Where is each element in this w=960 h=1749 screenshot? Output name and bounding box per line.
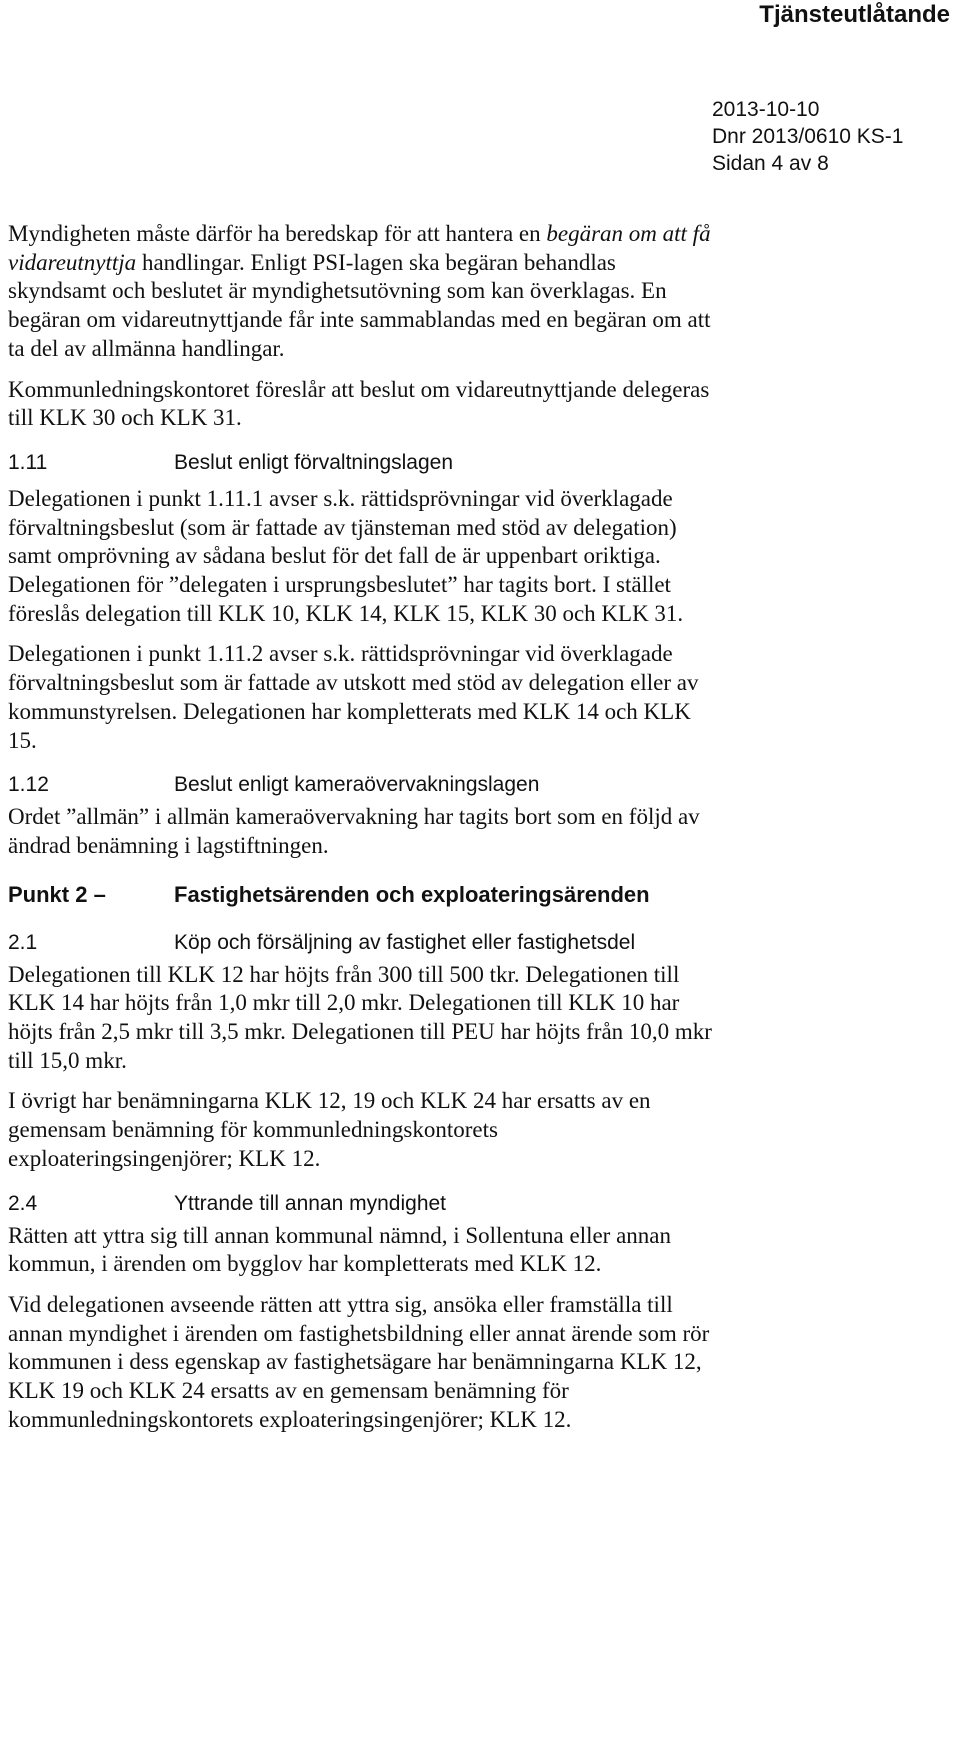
paragraph-1-11-1	[0, 485, 932, 629]
text-line: 15.	[8, 727, 37, 753]
section-heading-1-12	[0, 771, 932, 799]
text-line: samt omprövning av sådana beslut för det fall de är uppenbart oriktiga.	[8, 543, 661, 569]
text-line: gemensam benämning för kommunledningskontorets	[8, 1117, 498, 1143]
text-line: till 15,0 mkr.	[8, 1047, 127, 1073]
text-line: kommun, i ärenden om bygglov har kompletterats med KLK 12.	[8, 1251, 602, 1277]
text-line: Delegationen till KLK 12 har höjts från 300 till 500 tkr. Delegationen till	[8, 961, 680, 987]
text-line: förvaltningsbeslut (som är fattade av tjänsteman med stöd av delegation)	[8, 514, 677, 540]
section-number: Punkt 2 –	[8, 881, 106, 907]
document-date: 2013-10-10	[712, 98, 820, 121]
paragraph-proposal	[0, 376, 932, 433]
text-line: Rätten att yttra sig till annan kommunal nämnd, i Sollentuna eller annan	[8, 1222, 672, 1248]
text-line: Ordet ”allmän” i allmän kameraövervakning har tagits bort som en följd av	[8, 804, 700, 830]
text: Myndigheten måste därför ha beredskap för att hantera en	[8, 221, 547, 246]
text-line: begäran om vidareutnyttjande får inte sammablandas med en begäran om att	[8, 307, 711, 333]
section-title: Yttrande till annan myndighet	[174, 1191, 447, 1215]
section-heading-punkt-2	[0, 881, 932, 909]
text-line: Kommunledningskontoret föreslår att beslut om vidareutnyttjande delegeras	[8, 376, 710, 402]
paragraph-property-formation	[0, 1291, 932, 1435]
text-line: kommunen i dess egenskap av fastighetsägare har benämningarna KLK 12,	[8, 1349, 702, 1375]
text-line: kommunledningskontorets exploateringsingenjörer; KLK 12.	[8, 1406, 572, 1432]
paragraph-delegation-amounts	[0, 961, 932, 1076]
text-line: förvaltningsbeslut som är fattade av utskott med stöd av delegation eller av	[8, 670, 699, 696]
document-body	[0, 220, 932, 1435]
text-line: Delegationen för ”delegaten i ursprungsbeslutet” har tagits bort. I stället	[8, 572, 671, 598]
paragraph-building-permit	[0, 1222, 932, 1279]
section-number: 2.4	[8, 1191, 38, 1215]
paragraph-camera	[0, 803, 932, 860]
text-line: exploateringsingenjörer; KLK 12.	[8, 1145, 321, 1171]
section-number: 2.1	[8, 930, 38, 954]
page-number: Sidan 4 av 8	[712, 152, 829, 175]
section-title: Köp och försäljning av fastighet eller fastighetsdel	[174, 930, 636, 954]
document-type: Tjänsteutlåtande	[759, 1, 950, 28]
emphasis: vidareutnyttja	[8, 249, 137, 275]
text-line: Vid delegationen avseende rätten att yttra sig, ansöka eller framställa till	[8, 1291, 673, 1317]
paragraph-1-11-2	[0, 640, 932, 755]
section-heading-1-11	[0, 449, 932, 477]
emphasis: begäran om att få	[546, 221, 711, 246]
text: handlingar. Enligt PSI-lagen ska begäran behandlas	[136, 249, 616, 275]
text-line: KLK 14 har höjts från 1,0 mkr till 2,0 mkr. Delegationen till KLK 10 har	[8, 990, 680, 1016]
text-line: I övrigt har benämningarna KLK 12, 19 och KLK 24 har ersatts av en	[8, 1088, 651, 1114]
text-line: skyndsamt och beslutet är myndighetsutövning som kan överklagas. En	[8, 278, 667, 304]
document-dnr: Dnr 2013/0610 KS-1	[712, 125, 904, 148]
text-line: föreslås delegation till KLK 10, KLK 14, KLK 15, KLK 30 och KLK 31.	[8, 600, 684, 626]
text-line: kommunstyrelsen. Delegationen har kompletterats med KLK 14 och KLK	[8, 698, 691, 724]
text-line: Delegationen i punkt 1.11.2 avser s.k. rättidsprövningar vid överklagade	[8, 641, 673, 667]
paragraph-naming	[0, 1087, 932, 1173]
text-line: ändrad benämning i lagstiftningen.	[8, 832, 329, 858]
section-heading-2-1	[0, 929, 932, 957]
section-heading-2-4	[0, 1190, 932, 1218]
text-line: höjts från 2,5 mkr till 3,5 mkr. Delegationen till PEU har höjts från 10,0 mkr	[8, 1019, 712, 1045]
section-title: Beslut enligt förvaltningslagen	[174, 450, 454, 474]
section-number: 1.11	[8, 450, 48, 474]
text-line: annan myndighet i ärenden om fastighetsbildning eller annat ärende som rör	[8, 1320, 710, 1346]
section-title: Fastighetsärenden och exploateringsärenden	[174, 881, 650, 907]
text-line: KLK 19 och KLK 24 ersatts av en gemensam benämning för	[8, 1378, 569, 1404]
text-line: ta del av allmänna handlingar.	[8, 335, 285, 361]
paragraph-psi	[0, 220, 932, 364]
section-title: Beslut enligt kameraövervakningslagen	[174, 773, 540, 797]
text-line: Delegationen i punkt 1.11.1 avser s.k. rättidsprövningar vid överklagade	[8, 485, 673, 511]
document-meta	[712, 96, 903, 177]
section-number: 1.12	[8, 773, 49, 797]
text-line: till KLK 30 och KLK 31.	[8, 405, 242, 431]
